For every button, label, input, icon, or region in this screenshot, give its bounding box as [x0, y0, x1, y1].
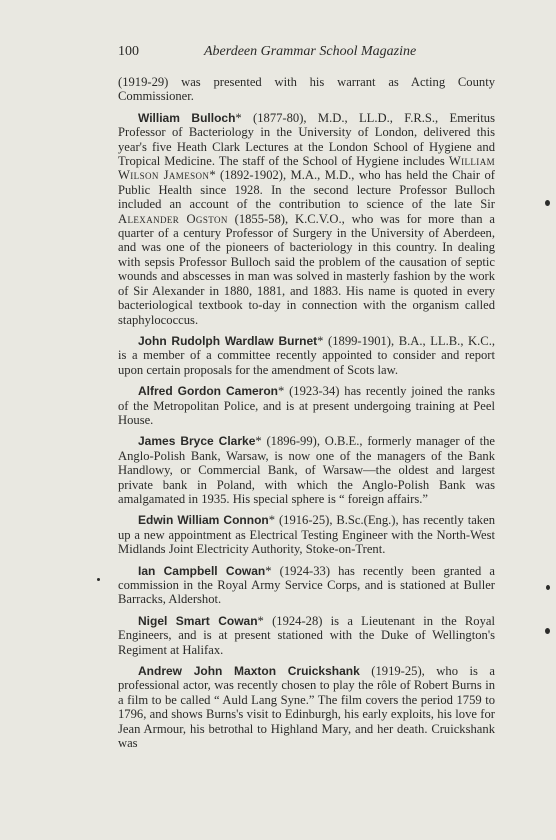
paragraph-text: * (1896-99), O.B.E., formerly manager of the Anglo-Polish Bank, Warsaw, is now one of the managers of the Bank Handlowy, or Commercial Bank, of Warsaw—the oldest and largest private bank in Poland, with which the Anglo-Polish Bank was amalgamated in 1935. His special sphere is “ foreign affairs.” [118, 434, 495, 506]
paragraph-cameron [118, 384, 495, 427]
paragraph-text: * (1877-80), M.D., LL.D., F.R.S., Emeritus Professor of Bacteriology in the University of London, delivered this year's five Heath Clark Lectures at the London School of Hygiene and Tropical Medicine. The staff of the School of Hygiene includes [118, 110, 495, 169]
person-name: Edwin William Connon [138, 513, 269, 528]
person-name: Alfred Gordon Cameron [138, 384, 278, 399]
journal-title: Aberdeen Grammar School Magazine [204, 44, 417, 59]
paragraph-cruickshank [118, 664, 495, 750]
paragraph-clarke [118, 434, 495, 506]
paragraph-ian-cowan [118, 564, 495, 607]
margin-mark [545, 200, 550, 206]
paragraph-nigel-cowan [118, 614, 495, 657]
person-name: Andrew John Maxton Cruickshank [138, 664, 360, 679]
person-name: William Bulloch [138, 110, 236, 125]
paragraph-text: * (1924-28) is a Lieutenant in the Royal Engineers, and is at present stationed with the Duke of Wellington's Regiment at Halifax. [118, 613, 495, 657]
person-name: Ian Campbell Cowan [138, 563, 266, 578]
margin-mark [545, 628, 550, 634]
margin-mark [97, 578, 100, 581]
person-name: John Rudolph Wardlaw Burnet [138, 333, 318, 348]
page-number: 100 [118, 44, 139, 59]
text-body [118, 75, 495, 757]
paragraph-text: * (1924-33) has recently been granted a commission in the Royal Army Service Corps, and is stationed at Buller Barracks, Aldershot. [118, 563, 495, 607]
person-name: James Bryce Clarke [138, 434, 256, 449]
paragraph-text: * (1892-1902), M.A., M.D., who has held the Chair of Public Health since 1928. In the second lecture Professor Bulloch included an account of the contribution to science of the late Sir [118, 168, 495, 212]
person-name: Nigel Smart Cowan [138, 613, 258, 628]
person-name-small-caps: William Wilson Jameson [118, 154, 495, 183]
paragraph-text: * (1923-34) has recently joined the ranks of the Metropolitan Police, and is at present undergoing training at Peel House. [118, 384, 495, 427]
paragraph-continuation [118, 75, 495, 104]
margin-mark [546, 585, 550, 590]
paragraph-text: (1919-25), who is a professional actor, was recently chosen to play the rôle of Robert Burns in a film to be called “ Auld Lang Syne.” The film covers the period 1759 to 1796, and shows Burns's visit to Edinburgh, his early exploits, his love for Jean Armour, his betrothal to Highland Mary, and her death. Cruickshank was [118, 664, 495, 751]
paragraph-text: * (1916-25), B.Sc.(Eng.), has recently taken up a new appointment as Electrical Testing Engineer with the North-West Midlands Joint Electricity Authority, Stoke-on-Trent. [118, 513, 495, 557]
paragraph-connon [118, 513, 495, 556]
person-name-small-caps: Alexander Ogston [118, 211, 228, 226]
paragraph-text: (1855-58), K.C.V.O., who was for more than a quarter of a century Professor of Surgery in the University of Aberdeen, and was one of the pioneers of bacteriology in this country. In dealing with sepsis Professor Bulloch said the problem of the causation of septic wounds and abscesses in man was solved in masterly fashion by the work of Sir Alexander in 1880, 1881, and 1883. His name is quoted in every bacteriological textbook to-day in connection with the organism called staphylococcus. [118, 211, 496, 327]
paragraph-burnet [118, 334, 495, 377]
paragraph-bulloch [118, 111, 495, 327]
paragraph-text: * (1899-1901), B.A., LL.B., K.C., is a member of a committee recently appointed to consider and report upon certain proposals for the amendment of Scots law. [118, 333, 495, 377]
running-head [118, 44, 495, 64]
paragraph-text: (1919-29) was presented with his warrant as Acting County Commissioner. [118, 75, 495, 104]
